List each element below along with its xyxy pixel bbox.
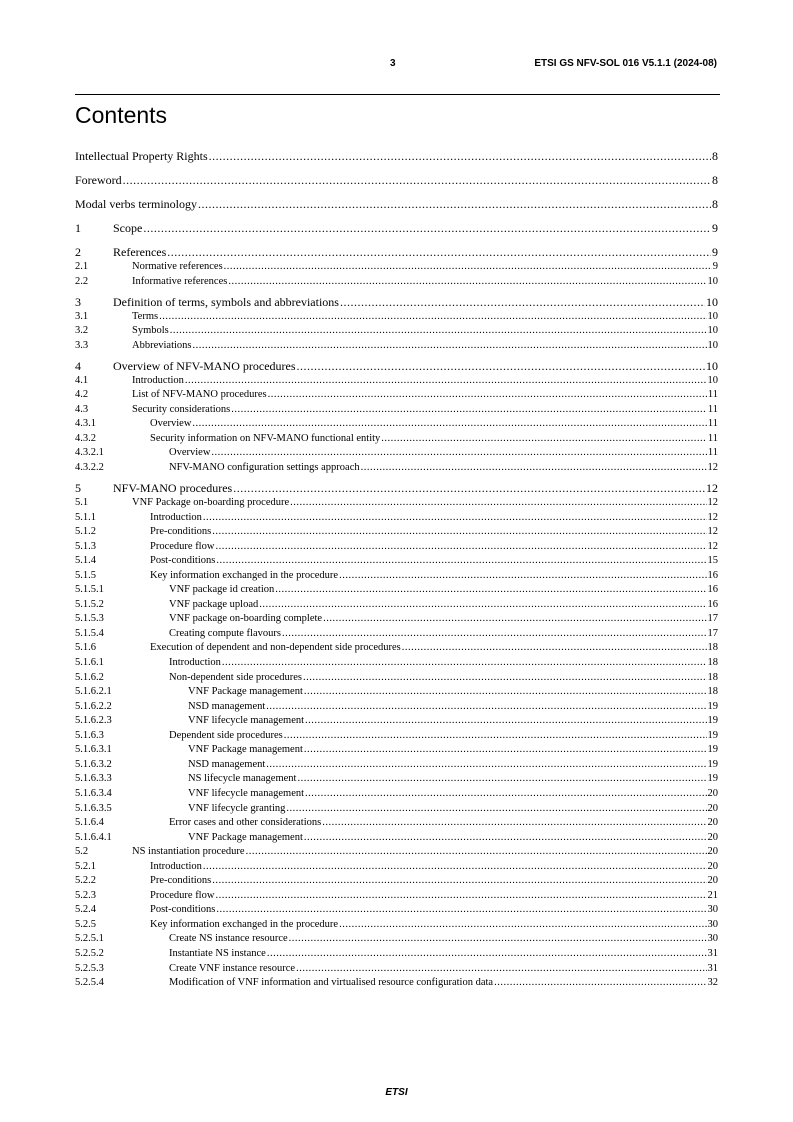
toc-entry-title: Introduction — [169, 657, 221, 668]
toc-entry[interactable] — [75, 685, 718, 699]
toc-dot-leader — [231, 403, 707, 417]
toc-dot-leader — [159, 310, 706, 324]
toc-entry-title: Non-dependent side procedures — [169, 671, 302, 683]
toc-entry-number: 5.1.6.2 — [75, 671, 104, 683]
toc-entry-number: 2.1 — [75, 261, 89, 272]
toc-entry-page: 19 — [707, 744, 718, 756]
toc-entry[interactable] — [75, 874, 718, 888]
toc-entry-page: 10 — [707, 325, 718, 337]
toc-dot-leader — [246, 845, 707, 859]
toc-dot-leader — [193, 339, 707, 353]
toc-entry-number: 5.1.6.2.3 — [75, 715, 112, 727]
toc-entry[interactable] — [75, 598, 718, 612]
toc-dot-leader — [304, 743, 707, 757]
toc-entry[interactable] — [75, 275, 718, 289]
toc-entry-number: 5.2.5 — [75, 918, 96, 930]
toc-entry-title: Introduction — [150, 860, 202, 872]
toc-entry-number: 5.1.6.3 — [75, 729, 104, 741]
toc-entry-number: 5.1.6.3.5 — [75, 802, 112, 814]
toc-entry-title: Post-conditions — [150, 555, 216, 567]
toc-entry-page: 8 — [712, 197, 718, 211]
toc-dot-leader — [216, 554, 706, 568]
toc-entry-page: 12 — [707, 540, 718, 552]
toc-dot-leader — [224, 260, 712, 274]
header-page-number: 3 — [390, 58, 396, 69]
toc-entry-number: 5.2.2 — [75, 875, 96, 887]
header-document-id: ETSI GS NFV-SOL 016 V5.1.1 (2024-08) — [534, 58, 717, 69]
toc-entry[interactable] — [75, 148, 718, 164]
toc-entry-page: 20 — [707, 846, 718, 858]
toc-dot-leader — [209, 148, 711, 164]
toc-entry-title: Intellectual Property Rights — [75, 149, 208, 163]
toc-entry-page: 18 — [707, 686, 718, 698]
toc-entry[interactable] — [75, 671, 718, 685]
toc-entry[interactable] — [75, 310, 718, 324]
toc-entry-page: 9 — [712, 261, 718, 272]
toc-dot-leader — [215, 889, 706, 903]
toc-entry-number: 5.2.4 — [75, 904, 96, 916]
toc-entry-title: VNF Package on-boarding procedure — [132, 496, 290, 508]
toc-entry-page: 16 — [707, 598, 718, 610]
toc-dot-leader — [297, 772, 706, 786]
toc-entry-page: 17 — [707, 613, 718, 625]
toc-dot-leader — [198, 196, 711, 212]
toc-dot-leader — [233, 480, 705, 496]
toc-entry-title: Procedure flow — [150, 540, 215, 552]
toc-dot-leader — [216, 903, 706, 917]
toc-entry-page: 9 — [712, 221, 718, 235]
toc-entry-page: 20 — [707, 860, 718, 872]
toc-entry[interactable] — [75, 554, 718, 568]
toc-entry-number: 5.2.1 — [75, 860, 96, 872]
toc-dot-leader — [339, 569, 706, 583]
toc-dot-leader — [296, 962, 706, 976]
toc-entry-page: 19 — [707, 758, 718, 770]
toc-dot-leader — [222, 656, 707, 670]
toc-entry[interactable] — [75, 220, 718, 236]
toc-entry-title: References — [113, 245, 167, 259]
toc-dot-leader — [282, 627, 707, 641]
toc-entry-number: 5.1.6.2.1 — [75, 686, 112, 698]
toc-entry[interactable] — [75, 802, 718, 816]
toc-entry[interactable] — [75, 729, 718, 743]
toc-entry-title: Terms — [132, 310, 159, 322]
toc-entry-title: VNF Package management — [188, 686, 303, 698]
footer-logo-text: ETSI — [385, 1087, 408, 1098]
toc-entry[interactable] — [75, 496, 718, 510]
toc-entry-page: 32 — [707, 977, 718, 989]
toc-entry-page: 30 — [707, 918, 718, 930]
toc-entry-number: 5.2.5.1 — [75, 933, 104, 945]
toc-entry-title: Dependent side procedures — [169, 729, 283, 741]
toc-entry-number: 4.2 — [75, 389, 89, 401]
toc-dot-leader — [192, 417, 706, 431]
toc-dot-leader — [212, 874, 706, 888]
toc-entry-title: Modification of VNF information and virtualised resource configuration data — [169, 977, 494, 989]
toc-entry-number: 5.2.5.3 — [75, 962, 104, 974]
toc-entry[interactable] — [75, 656, 718, 670]
toc-entry-number: 5.1.6.1 — [75, 657, 104, 668]
toc-entry-page: 30 — [707, 904, 718, 916]
toc-entry-title: Overview — [150, 418, 192, 430]
toc-entry-title: Create VNF instance resource — [169, 962, 296, 974]
toc-entry-page: 31 — [707, 948, 718, 959]
toc-entry-title: Foreword — [75, 173, 122, 187]
toc-dot-leader — [123, 172, 711, 188]
toc-entry-title: Normative references — [132, 261, 223, 272]
toc-entry-page: 10 — [707, 339, 718, 351]
toc-entry[interactable] — [75, 294, 718, 310]
toc-entry-number: 2 — [75, 245, 81, 259]
toc-entry[interactable] — [75, 758, 718, 772]
toc-dot-leader — [323, 612, 706, 626]
toc-entry-number: 5.1.1 — [75, 511, 96, 523]
toc-entry[interactable] — [75, 540, 718, 554]
toc-dot-leader — [170, 324, 707, 338]
toc-entry[interactable] — [75, 172, 718, 188]
toc-entry-title: NS lifecycle management — [188, 773, 297, 785]
toc-dot-leader — [381, 432, 707, 446]
toc-entry-page: 20 — [707, 875, 718, 887]
toc-entry-page: 20 — [707, 802, 718, 814]
toc-entry-page: 10 — [706, 294, 718, 309]
toc-entry[interactable] — [75, 339, 718, 353]
toc-entry-page: 12 — [706, 480, 718, 495]
toc-entry-title: Introduction — [132, 374, 184, 386]
toc-entry-title: Key information exchanged in the procedure — [150, 918, 339, 930]
toc-entry-title: Scope — [113, 221, 143, 235]
toc-dot-leader — [143, 220, 711, 236]
toc-entry-title: VNF lifecycle management — [188, 787, 305, 799]
toc-entry-page: 10 — [707, 310, 718, 322]
toc-dot-leader — [361, 461, 707, 475]
toc-entry-title: NSD management — [188, 758, 266, 770]
toc-entry[interactable] — [75, 962, 718, 976]
toc-entry-number: 3.3 — [75, 339, 89, 351]
toc-entry[interactable] — [75, 918, 718, 932]
toc-entry-number: 4.3.2.2 — [75, 461, 104, 473]
toc-entry-title: NS instantiation procedure — [132, 846, 245, 858]
toc-dot-leader — [266, 700, 706, 714]
toc-entry-page: 11 — [707, 418, 718, 430]
toc-entry-title: VNF package upload — [169, 598, 259, 610]
toc-entry-number: 5.1.5.3 — [75, 613, 104, 625]
toc-entry-page: 30 — [707, 933, 718, 945]
toc-entry[interactable] — [75, 480, 718, 496]
toc-dot-leader — [185, 374, 707, 388]
toc-entry-page: 9 — [712, 245, 718, 259]
toc-entry-number: 5.2.5.2 — [75, 948, 104, 959]
toc-entry[interactable] — [75, 627, 718, 641]
toc-entry-title: NFV-MANO configuration settings approach — [169, 461, 360, 473]
toc-dot-leader — [304, 685, 707, 699]
toc-entry-title: Instantiate NS instance — [169, 948, 266, 959]
toc-entry-number: 5.1.6.2.2 — [75, 700, 112, 712]
toc-entry[interactable] — [75, 976, 718, 990]
toc-entry-page: 12 — [707, 461, 718, 473]
toc-entry-number: 5.1.6 — [75, 642, 96, 654]
toc-dot-leader — [340, 294, 705, 310]
toc-entry-title: Key information exchanged in the procedure — [150, 569, 339, 581]
toc-dot-leader — [286, 802, 706, 816]
toc-entry[interactable] — [75, 816, 718, 830]
toc-entry-title: VNF package on-boarding complete — [169, 613, 323, 625]
toc-entry[interactable] — [75, 903, 718, 917]
toc-entry-number: 4 — [75, 358, 81, 373]
toc-entry-page: 19 — [707, 715, 718, 727]
toc-entry-title: VNF lifecycle management — [188, 715, 305, 727]
toc-entry[interactable] — [75, 569, 718, 583]
toc-dot-leader — [304, 831, 707, 845]
toc-dot-leader — [284, 729, 707, 743]
toc-entry-number: 5.1.6.3.2 — [75, 758, 112, 770]
toc-entry-number: 3.2 — [75, 325, 89, 337]
toc-entry-page: 18 — [707, 671, 718, 683]
toc-entry-page: 12 — [707, 526, 718, 538]
toc-entry[interactable] — [75, 432, 718, 446]
toc-entry-title: Pre-conditions — [150, 526, 212, 538]
toc-entry[interactable] — [75, 831, 718, 845]
toc-entry-page: 20 — [707, 831, 718, 843]
toc-entry[interactable] — [75, 417, 718, 431]
toc-entry-title: VNF Package management — [188, 831, 303, 843]
toc-entry-number: 4.3.2 — [75, 432, 96, 444]
toc-entry-page: 15 — [707, 555, 718, 567]
toc-entry-title: Creating compute flavours — [169, 627, 281, 639]
toc-dot-leader — [322, 816, 706, 830]
toc-entry[interactable] — [75, 889, 718, 903]
toc-entry[interactable] — [75, 641, 718, 655]
toc-entry-title: Create NS instance resource — [169, 933, 288, 945]
toc-entry[interactable] — [75, 845, 718, 859]
toc-entry-number: 5.1.6.3.4 — [75, 787, 112, 799]
toc-entry[interactable] — [75, 244, 718, 260]
toc-dot-leader — [203, 860, 707, 874]
toc-entry-number: 5.1.5.1 — [75, 584, 104, 596]
toc-dot-leader — [212, 525, 706, 539]
toc-entry-page: 16 — [707, 584, 718, 596]
toc-entry-page: 11 — [707, 432, 718, 444]
toc-dot-leader — [268, 388, 707, 402]
toc-entry[interactable] — [75, 196, 718, 212]
toc-entry-number: 5 — [75, 480, 81, 495]
toc-entry-title: Informative references — [132, 275, 228, 287]
toc-dot-leader — [211, 446, 706, 460]
toc-entry-title: Execution of dependent and non-dependent side procedures — [150, 642, 401, 654]
toc-entry[interactable] — [75, 947, 718, 961]
toc-dot-leader — [290, 496, 706, 510]
toc-entry-number: 5.1.4 — [75, 555, 96, 567]
toc-entry-number: 5.2.5.4 — [75, 977, 104, 989]
toc-entry-page: 8 — [712, 149, 718, 163]
toc-entry-number: 2.2 — [75, 275, 89, 287]
toc-dot-leader — [215, 540, 706, 554]
toc-entry-title: VNF lifecycle granting — [188, 802, 286, 814]
toc-dot-leader — [267, 947, 707, 961]
toc-entry-title: Procedure flow — [150, 889, 215, 901]
toc-entry-page: 12 — [707, 511, 718, 523]
toc-dot-leader — [228, 275, 706, 289]
toc-dot-leader — [305, 787, 706, 801]
toc-entry-number: 3.1 — [75, 310, 89, 322]
toc-entry[interactable] — [75, 787, 718, 801]
toc-entry[interactable] — [75, 714, 718, 728]
toc-entry[interactable] — [75, 612, 718, 626]
toc-entry-title: Introduction — [150, 511, 202, 523]
toc-entry-title: NFV-MANO procedures — [113, 480, 233, 495]
toc-entry-page: 20 — [707, 787, 718, 799]
toc-entry-page: 21 — [707, 889, 718, 901]
toc-entry-number: 5.1.5.2 — [75, 598, 104, 610]
toc-entry-page: 18 — [707, 642, 718, 654]
toc-entry-page: 11 — [707, 447, 718, 459]
toc-entry-page: 17 — [707, 627, 718, 639]
toc-entry[interactable] — [75, 932, 718, 946]
toc-dot-leader — [266, 758, 706, 772]
toc-entry-page: 11 — [707, 389, 718, 401]
toc-entry-title: List of NFV-MANO procedures — [132, 389, 267, 401]
toc-dot-leader — [259, 598, 706, 612]
toc-entry-page: 31 — [707, 962, 718, 974]
toc-entry-page: 10 — [707, 374, 718, 386]
toc-dot-leader — [305, 714, 706, 728]
toc-entry-number: 4.3 — [75, 403, 89, 415]
toc-entry-number: 5.1.2 — [75, 526, 96, 538]
toc-entry-title: Symbols — [132, 325, 169, 337]
toc-entry-number: 5.2.3 — [75, 889, 96, 901]
toc-entry-number: 5.1.6.3.3 — [75, 773, 112, 785]
toc-entry[interactable] — [75, 860, 718, 874]
toc-entry-title: Post-conditions — [150, 904, 216, 916]
toc-entry-number: 4.1 — [75, 374, 89, 386]
toc-dot-leader — [275, 583, 706, 597]
toc-entry-number: 5.1.6.4 — [75, 817, 104, 829]
toc-entry-number: 5.1.6.3.1 — [75, 744, 112, 756]
toc-entry-number: 5.1 — [75, 496, 89, 508]
toc-dot-leader — [203, 511, 707, 525]
toc-entry-title: Modal verbs terminology — [75, 197, 197, 211]
page-title: Contents — [75, 102, 168, 128]
toc-entry-number: 5.1.5.4 — [75, 627, 104, 639]
toc-entry-page: 19 — [707, 729, 718, 741]
toc-entry-number: 5.1.6.4.1 — [75, 831, 112, 843]
toc-entry-page: 20 — [707, 817, 718, 829]
toc-entry-title: Error cases and other considerations — [169, 817, 322, 829]
toc-entry-number: 5.2 — [75, 846, 89, 858]
toc-entry-title: Security information on NFV-MANO functional entity — [150, 432, 381, 444]
toc-entry-page: 10 — [706, 358, 718, 373]
toc-entry-title: Definition of terms, symbols and abbreviations — [113, 294, 339, 309]
table-of-contents — [75, 0, 718, 1122]
toc-entry-page: 16 — [707, 569, 718, 581]
toc-dot-leader — [289, 932, 707, 946]
toc-entry[interactable] — [75, 358, 718, 374]
toc-entry-page: 18 — [707, 657, 718, 668]
toc-dot-leader — [303, 671, 707, 685]
toc-entry[interactable] — [75, 260, 718, 274]
toc-entry-title: Overview of NFV-MANO procedures — [113, 358, 296, 373]
toc-dot-leader — [167, 244, 711, 260]
toc-entry[interactable] — [75, 446, 718, 460]
toc-dot-leader — [297, 358, 705, 374]
toc-entry-number: 5.1.3 — [75, 540, 96, 552]
toc-entry-number: 4.3.2.1 — [75, 447, 104, 459]
toc-entry-page: 8 — [712, 173, 718, 187]
toc-entry[interactable] — [75, 388, 718, 402]
toc-entry-page: 19 — [707, 700, 718, 712]
toc-entry[interactable] — [75, 700, 718, 714]
toc-entry-number: 1 — [75, 221, 81, 235]
toc-entry[interactable] — [75, 525, 718, 539]
toc-entry[interactable] — [75, 324, 718, 338]
toc-entry-page: 11 — [707, 403, 718, 415]
toc-entry[interactable] — [75, 583, 718, 597]
toc-entry[interactable] — [75, 461, 718, 475]
toc-entry-number: 5.1.5 — [75, 569, 96, 581]
toc-entry-title: Pre-conditions — [150, 875, 212, 887]
toc-entry-title: Overview — [169, 447, 211, 459]
toc-entry-number: 4.3.1 — [75, 418, 96, 430]
toc-entry[interactable] — [75, 403, 718, 417]
toc-entry-page: 19 — [707, 773, 718, 785]
toc-entry-title: NSD management — [188, 700, 266, 712]
toc-entry[interactable] — [75, 511, 718, 525]
toc-entry[interactable] — [75, 743, 718, 757]
toc-entry[interactable] — [75, 772, 718, 786]
toc-entry-page: 10 — [707, 275, 718, 287]
toc-dot-leader — [494, 976, 706, 990]
toc-entry-number: 3 — [75, 294, 81, 309]
toc-entry[interactable] — [75, 374, 718, 388]
toc-dot-leader — [402, 641, 707, 655]
toc-entry-title: Security considerations — [132, 403, 231, 415]
toc-entry-title: VNF package id creation — [169, 584, 275, 596]
toc-entry-page: 12 — [707, 496, 718, 508]
toc-dot-leader — [339, 918, 706, 932]
toc-entry-title: VNF Package management — [188, 744, 303, 756]
toc-entry-title: Abbreviations — [132, 339, 192, 351]
